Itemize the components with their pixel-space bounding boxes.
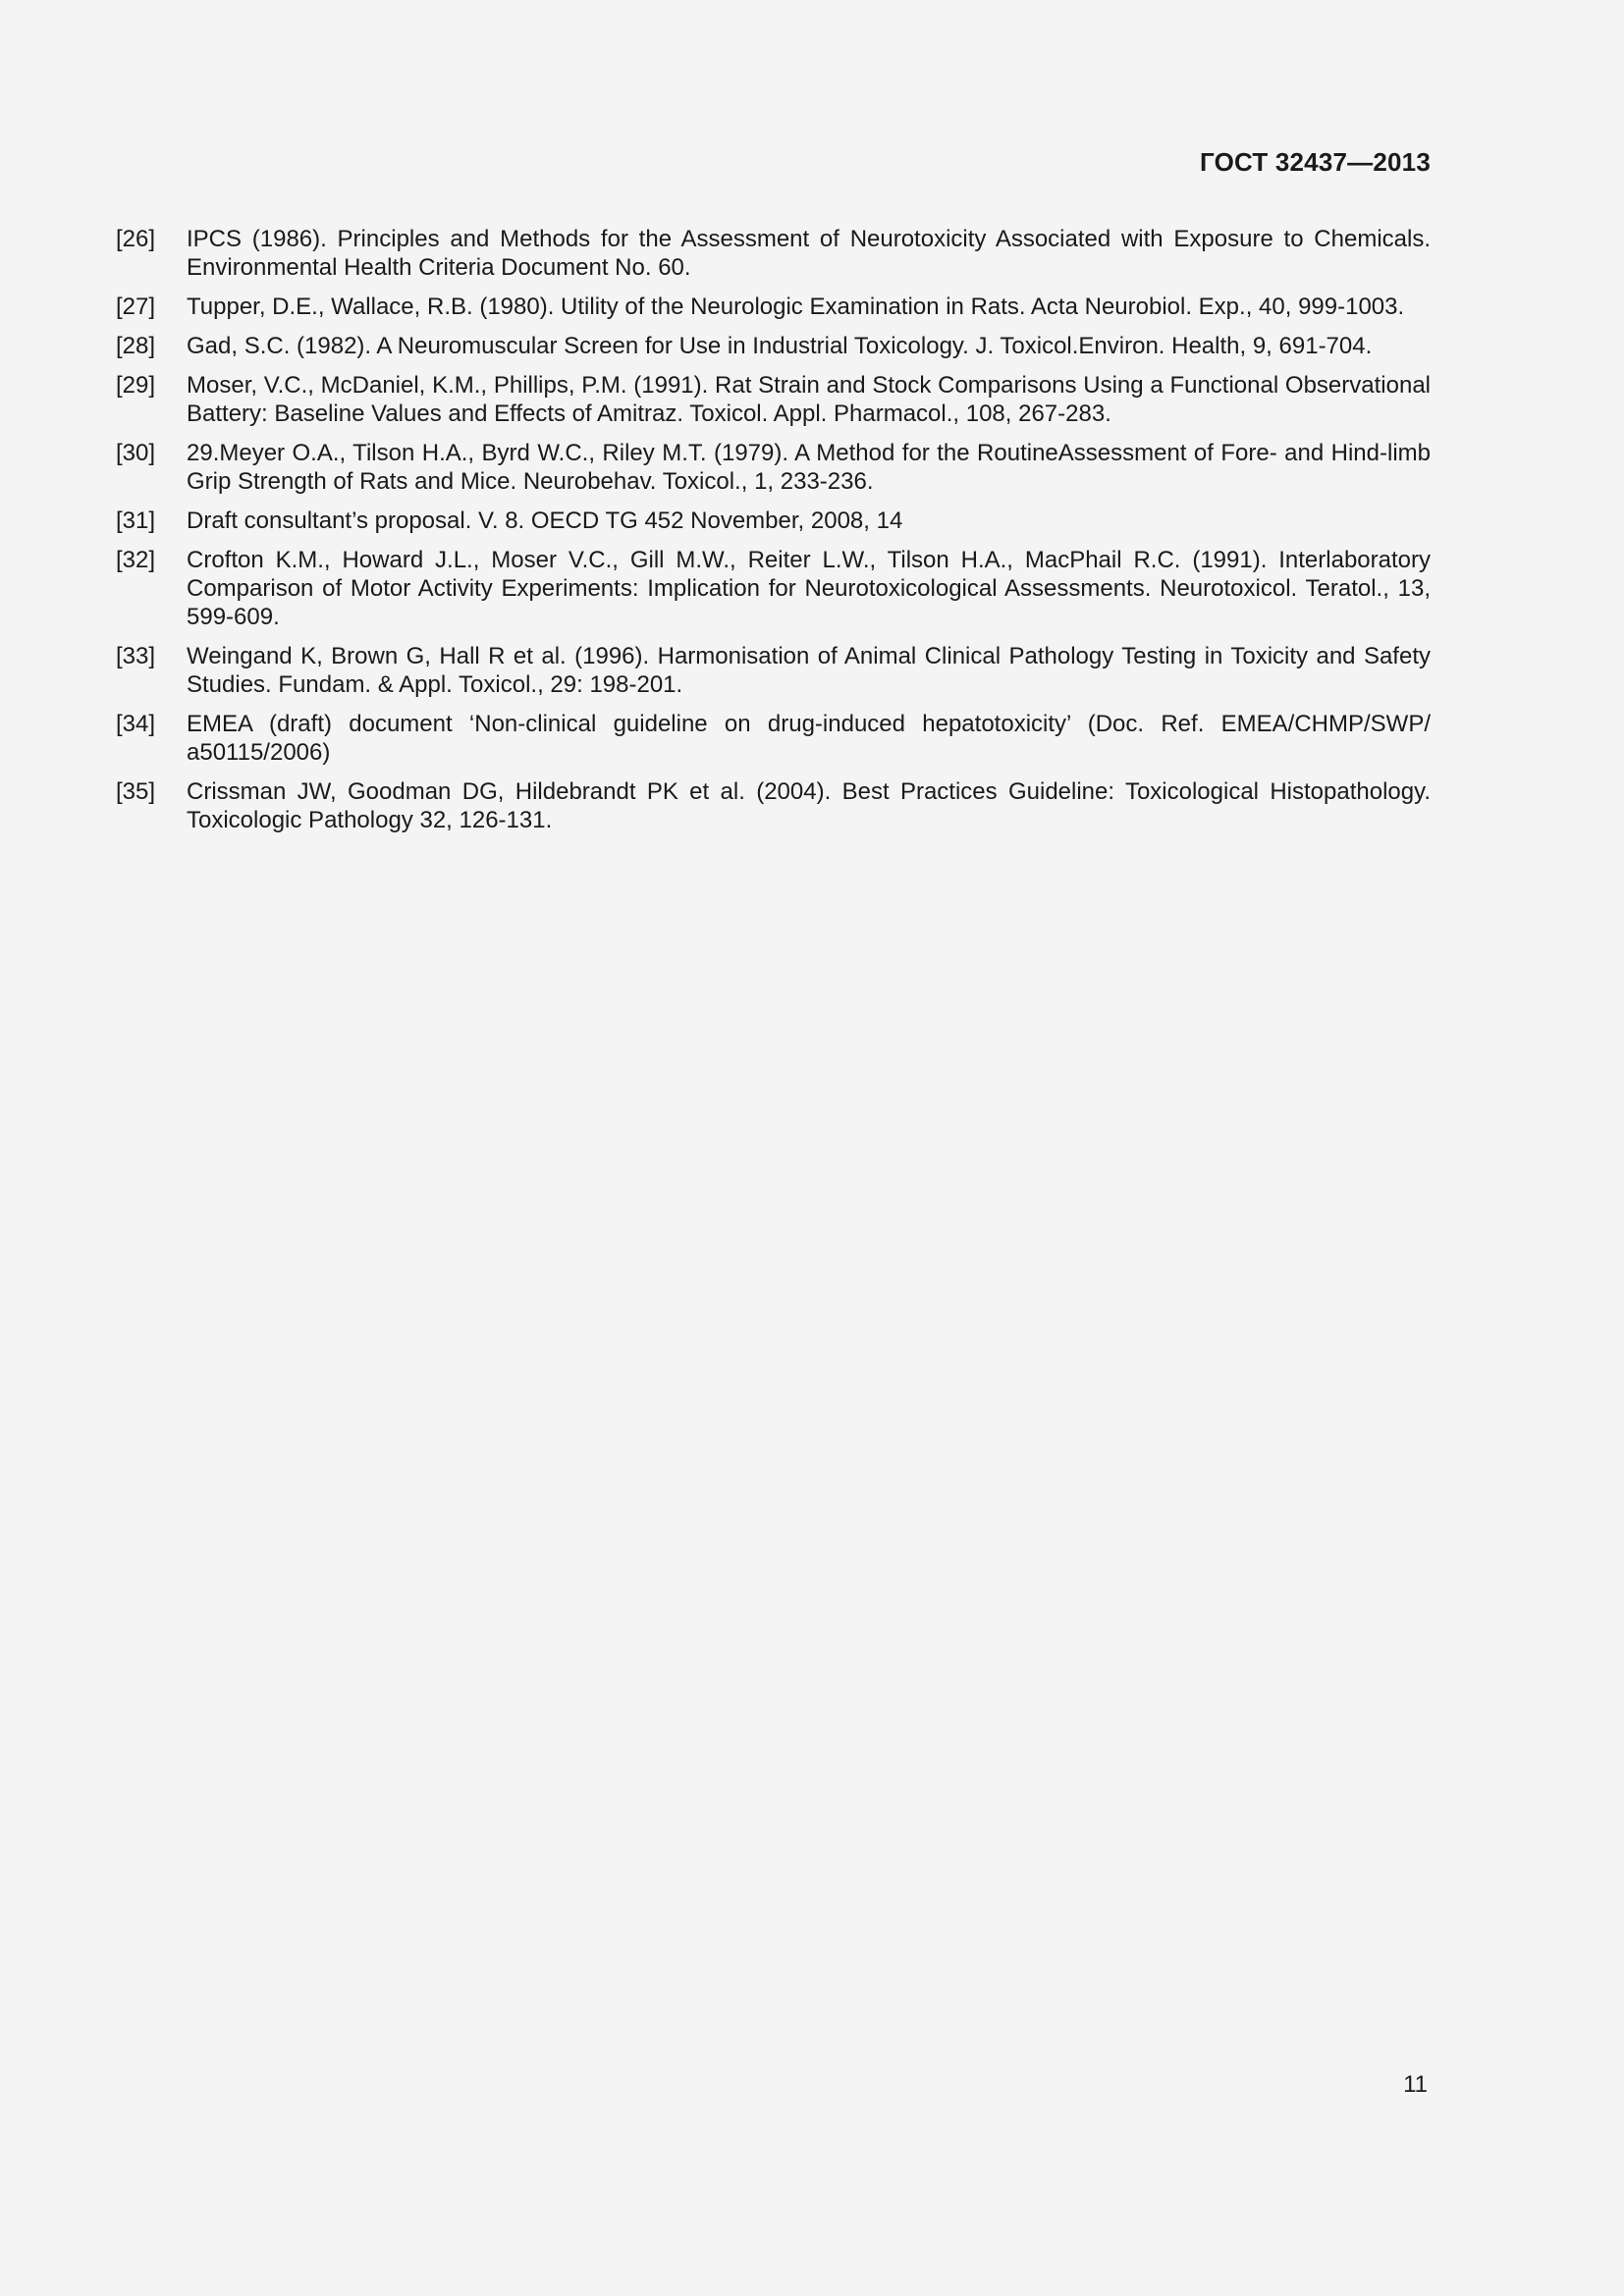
reference-number: [31] [116,507,156,534]
reference-item [116,642,1431,699]
reference-number: [33] [116,643,156,669]
reference-text: Crissman JW, Goodman DG, Hildebrandt PK et al. (2004). Best Practices Guideline: Toxicological Histopathology. Toxicologic Pathology 32, 126-131. [187,778,1431,833]
reference-number: [34] [116,711,156,737]
reference-item [116,710,1431,767]
reference-item [116,507,1431,535]
reference-number: [26] [116,226,156,252]
reference-text: Gad, S.C. (1982). A Neuromuscular Screen for Use in Industrial Toxicology. J. Toxicol.Environ. Health, 9, 691-704. [187,333,1373,359]
reference-number: [29] [116,372,156,399]
reference-item [116,225,1431,282]
reference-item [116,777,1431,834]
reference-text: Tupper, D.E., Wallace, R.B. (1980). Utility of the Neurologic Examination in Rats. Acta Neurobiol. Exp., 40, 999-1003. [187,294,1405,320]
page-number: 11 [1403,2071,1428,2098]
reference-text: Moser, V.C., McDaniel, K.M., Phillips, P.M. (1991). Rat Strain and Stock Comparisons Using a Functional Observational Battery: Baseline Values and Effects of Amitraz. Toxicol. Appl. Pharmacol., 108, 267-283. [187,372,1431,427]
reference-number: [27] [116,294,156,320]
reference-number: [30] [116,440,156,466]
reference-list [116,225,1431,845]
reference-item [116,332,1431,360]
reference-number: [32] [116,547,156,573]
reference-text: Crofton K.M., Howard J.L., Moser V.C., Gill M.W., Reiter L.W., Tilson H.A., MacPhail R.C. (1991). Interlaboratory Comparison of Motor Activity Experiments: Implication for Neurotoxicological Assessments. Neurotoxicol. Teratol., 13, 599-609. [187,547,1431,630]
reference-item [116,371,1431,428]
reference-number: [35] [116,778,156,805]
reference-item [116,293,1431,321]
reference-item [116,546,1431,631]
standard-designation: ГОСТ 32437—2013 [1200,147,1431,177]
reference-text: EMEA (draft) document ‘Non-clinical guideline on drug-induced hepatotoxicity’ (Doc. Ref. EMEA/CHMP/SWP/ a50115/2006) [187,711,1431,766]
reference-text: 29.Meyer O.A., Tilson H.A., Byrd W.C., Riley M.T. (1979). A Method for the RoutineAssessment of Fore- and Hind-limb Grip Strength of Rats and Mice. Neurobehav. Toxicol., 1, 233-236. [187,440,1431,495]
reference-number: [28] [116,333,156,359]
reference-text: Weingand K, Brown G, Hall R et al. (1996). Harmonisation of Animal Clinical Pathology Testing in Toxicity and Safety Studies. Fundam. & Appl. Toxicol., 29: 198-201. [187,643,1431,698]
reference-text: Draft consultant’s proposal. V. 8. OECD TG 452 November, 2008, 14 [187,507,903,534]
reference-item [116,439,1431,496]
reference-text: IPCS (1986). Principles and Methods for the Assessment of Neurotoxicity Associated with Exposure to Chemicals. Environmental Health Criteria Document No. 60. [187,226,1431,281]
